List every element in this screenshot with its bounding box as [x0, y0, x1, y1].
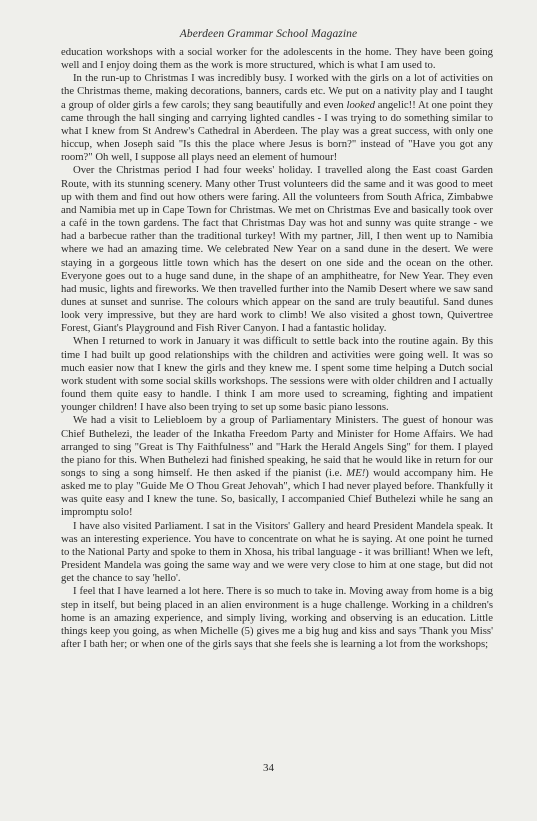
paragraph: I feel that I have learned a lot here. There is so much to take in. Moving away from home is a big step in itself, but being placed in an alien environment is a huge challenge. Working in a children's home is an amazing experience, and simply living, working and observing is an education. Little things keep you going, as when Michelle (5) gives me a big hug and kiss and says 'Thank you Miss' after I bath her; or when one of the girls says that she feels she is learning a lot from the workshops; [61, 585, 493, 651]
paragraph: I have also visited Parliament. I sat in the Visitors' Gallery and heard President Mandela speak. It was an interesting experience. You have to concentrate on what he is saying. At one point he turned to the National Party and spoke to them in Xhosa, his tribal language - it was brilliant! When we left, President Mandela was going the same way and we were very close to him at one stage, but did not get the chance to say 'hello'. [61, 519, 493, 585]
paragraph: When I returned to work in January it was difficult to settle back into the routine again. By this time I had built up good relationships with the children and activities were going well. It was so much easier now that I knew the girls and they knew me. I spent some time helping a Dutch social work student with some social skills workshops. The sessions were with older children and I actually found them quite easy to handle. I think I am more used to screaming, fighting and impatient younger children! I have also been trying to set up some basic piano lessons. [61, 335, 493, 414]
paragraph-text: angelic!! At one point they came through the hall singing and carrying lighted candles - I was trying to do something similar to what I knew from St Andrew's Cathedral in Aberdeen. The play was a great success, with only one hiccup, when Joseph said "Is this the place where Jesus is born?" instead of "Have you got any room?" Oh well, I suppose all plays need an element of humour! [61, 98, 493, 164]
paragraph [61, 414, 493, 519]
paragraph: Over the Christmas period I had four weeks' holiday. I travelled along the East coast Garden Route, with its stunning scenery. Many other Trust volunteers did the same and it was good to meet up with them and find out how others were faring. All the volunteers from South Africa, Zimbabwe and Namibia met up in Cape Town for Christmas. We met on Christmas Eve and basically took over a café in the town gardens. The fact that Christmas Day was hot and sunny was quite strange - we had a barbecue rather than the traditional turkey! With my partner, Jill, I then went up to Namibia where we had an amazing time. We celebrated New Year on a sand dune in the desert. We were staying in a gorgeous little town which has the desert on one side and the ocean on the other. Everyone goes out to a huge sand dune, in the shape of an amphitheatre, for New Year. They even had music, lights and fireworks. We then travelled further into the Namib Desert where we saw sand dunes at sunset and sunrise. The colours which appear on the sand are truly beautiful. Sand dunes look very impressive, but they are hard work to climb! We also visited a ghost town, Quivertree Forest, Giant's Playground and Fish River Canyon. I had a fantastic holiday. [61, 164, 493, 335]
paragraph-text: In the run-up to Christmas I was incredibly busy. I worked with the girls on a lot of activities on the Christmas theme, making decorations, banners, cards etc. We put on a nativity play and I taught a group of older girls a few carols; they sang beautifully and even [61, 72, 493, 111]
article-body [61, 46, 493, 651]
paragraph: education workshops with a social worker for the adolescents in the home. They have been going well and I enjoy doing them as the work is more structured, which is what I am used to. [61, 46, 493, 72]
emphasized-word: looked [346, 98, 375, 111]
paragraph [61, 72, 493, 164]
paragraph-text: ) would accompany him. He asked me to play "Guide Me O Thou Great Jehovah", which I had never played before. Thankfully it was quite easy and I knew the tune. So, basically, I accompanied Chief Buthelezi while he sang an impromptu solo! [61, 467, 493, 519]
running-header: Aberdeen Grammar School Magazine [179, 28, 358, 40]
paragraph-text: We had a visit to Leliebloem by a group of Parliamentary Ministers. The guest of honour was Chief Buthelezi, the leader of the Inkatha Freedom Party and Minister for Home Affairs. We had arranged to sing "Great is Thy Faithfulness" and "Hark the Herald Angels Sing" for them. I played the piano for this. When Buthelezi had finished speaking, he said that he would like in return for our songs to sing a song himself. He then asked if the pianist (i.e. [61, 414, 493, 479]
page-number: 34 [263, 762, 274, 774]
emphasized-word: ME! [346, 467, 366, 479]
